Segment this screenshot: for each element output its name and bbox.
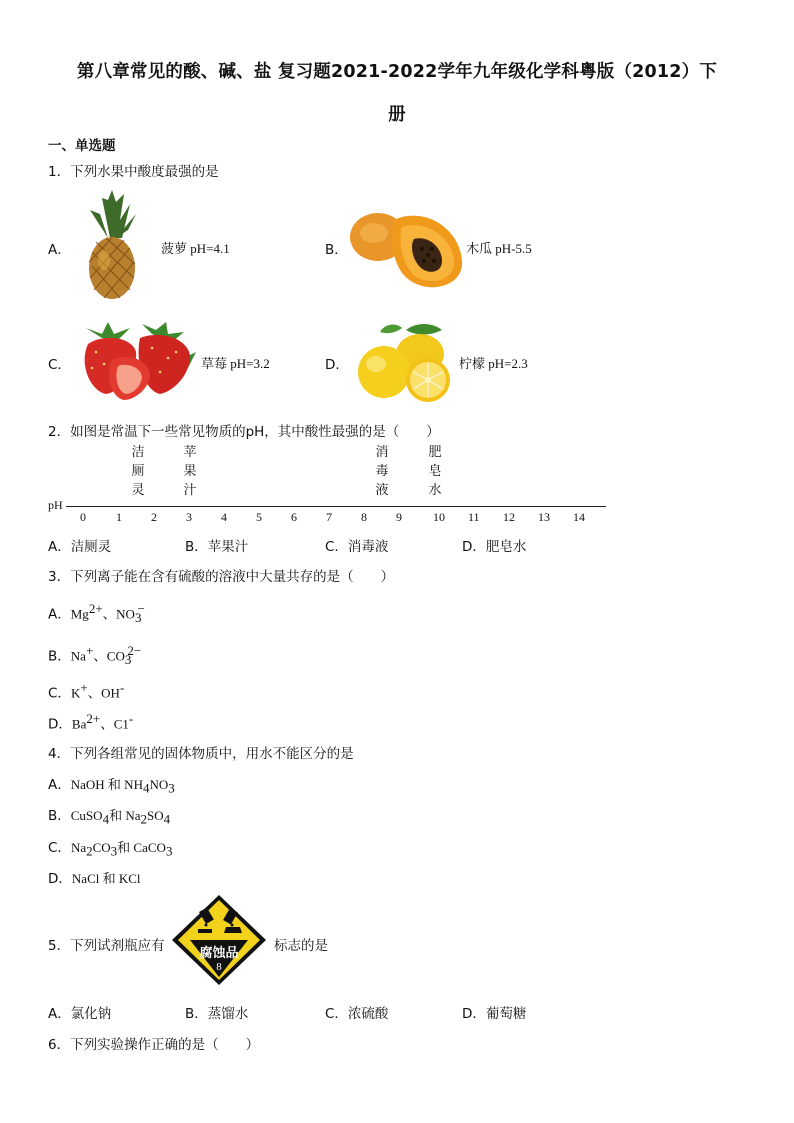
q5-option-b[interactable]: B．蒸馏水	[185, 1006, 249, 1022]
substance-label-disinfectant: 消 毒 液	[375, 445, 389, 498]
q1-option-c-caption: 草莓 pH=3.2	[201, 356, 270, 371]
q4-option-d[interactable]: D．NaCl 和 KCl	[48, 871, 141, 887]
ph-tick: 6	[291, 510, 297, 524]
q5-option-a[interactable]: A．氯化钠	[48, 1006, 112, 1022]
q3-option-a[interactable]: A．$Mg^{2+}$、$NO_3^-$	[48, 601, 145, 626]
q4-stem: 4．下列各组常见的固体物质中，用水不能区分的是	[48, 746, 354, 762]
strawberry-image	[72, 322, 196, 402]
ph-tick: 12	[503, 510, 515, 524]
ph-tick: 10	[433, 510, 445, 524]
page-title-cont: 册	[388, 105, 406, 125]
pineapple-image	[72, 190, 152, 302]
q1-option-b-letter[interactable]: B．	[325, 242, 348, 258]
ph-axis-line	[66, 506, 606, 507]
corrosive-sign-text: 腐蚀品	[199, 946, 239, 961]
q5-stem-before: 5．下列试剂瓶应有	[48, 938, 165, 954]
ph-tick: 14	[573, 510, 585, 524]
q2-option-d[interactable]: D．肥皂水	[462, 539, 527, 555]
q6-stem: 6．下列实验操作正确的是（ ）	[48, 1037, 260, 1053]
ph-tick: 8	[361, 510, 367, 524]
ph-tick: 3	[186, 510, 192, 524]
q4-option-a[interactable]: A．NaOH 和 $NH_4NO_3$	[48, 777, 175, 796]
q5-option-d[interactable]: D．葡萄糖	[462, 1006, 527, 1022]
ph-tick-labels	[70, 510, 610, 528]
section-heading: 一、单选题	[48, 138, 116, 154]
lemon-image	[350, 322, 454, 404]
ph-tick: 2	[151, 510, 157, 524]
q1-option-c-letter[interactable]: C．	[48, 357, 71, 373]
corrosive-sign-number: 8	[216, 961, 222, 973]
substance-label-toilet-cleaner: 洁 厕 灵	[131, 445, 145, 498]
page-title: 第八章常见的酸、碱、盐 复习题2021-2022学年九年级化学科粤版（2012）下	[76, 62, 718, 82]
ph-tick: 13	[538, 510, 550, 524]
q5-stem-after: 标志的是	[274, 938, 328, 954]
ph-axis-label: pH	[48, 498, 63, 512]
q3-option-c[interactable]: C．K+、OH-	[48, 680, 125, 702]
ph-tick: 7	[326, 510, 332, 524]
ph-tick: 9	[396, 510, 402, 524]
ph-tick: 4	[221, 510, 227, 524]
q1-option-a-letter[interactable]: A．	[48, 242, 71, 258]
q4-option-c[interactable]: C．$Na_2CO_3$和 CaCO$_3$	[48, 840, 173, 859]
q2-option-c[interactable]: C．消毒液	[325, 539, 389, 555]
q3-option-b[interactable]: B．Na+、$CO_3^{2-}$	[48, 643, 142, 668]
q5-option-c[interactable]: C．浓硫酸	[325, 1006, 389, 1022]
q2-stem: 2．如图是常温下一些常见物质的pH，其中酸性最强的是（ ）	[48, 424, 440, 440]
q4-option-b[interactable]: B．CuSO$_4$和 $Na_2SO_4$	[48, 808, 171, 827]
ph-tick: 1	[116, 510, 122, 524]
substance-label-soap-water: 肥 皂 水	[428, 445, 442, 498]
q1-option-a-caption: 菠萝 pH=4.1	[161, 241, 230, 256]
corrosive-hazard-sign	[170, 893, 268, 987]
q3-stem: 3．下列离子能在含有硫酸的溶液中大量共存的是（ ）	[48, 569, 395, 585]
q1-stem: 1．下列水果中酸度最强的是	[48, 164, 219, 180]
papaya-image	[348, 205, 466, 293]
q3-option-d[interactable]: D．$Ba^{2+}$、C1-	[48, 711, 134, 733]
q2-option-b[interactable]: B．苹果汁	[185, 539, 249, 555]
q2-option-a[interactable]: A．洁厕灵	[48, 539, 112, 555]
q1-option-b-caption: 木瓜 pH-5.5	[466, 241, 532, 256]
q1-option-d-letter[interactable]: D．	[325, 357, 349, 373]
ph-tick: 0	[80, 510, 86, 524]
ph-tick: 5	[256, 510, 262, 524]
q1-option-d-caption: 柠檬 pH=2.3	[459, 356, 528, 371]
ph-tick: 11	[468, 510, 480, 524]
substance-label-apple-juice: 苹 果 汁	[183, 445, 197, 498]
